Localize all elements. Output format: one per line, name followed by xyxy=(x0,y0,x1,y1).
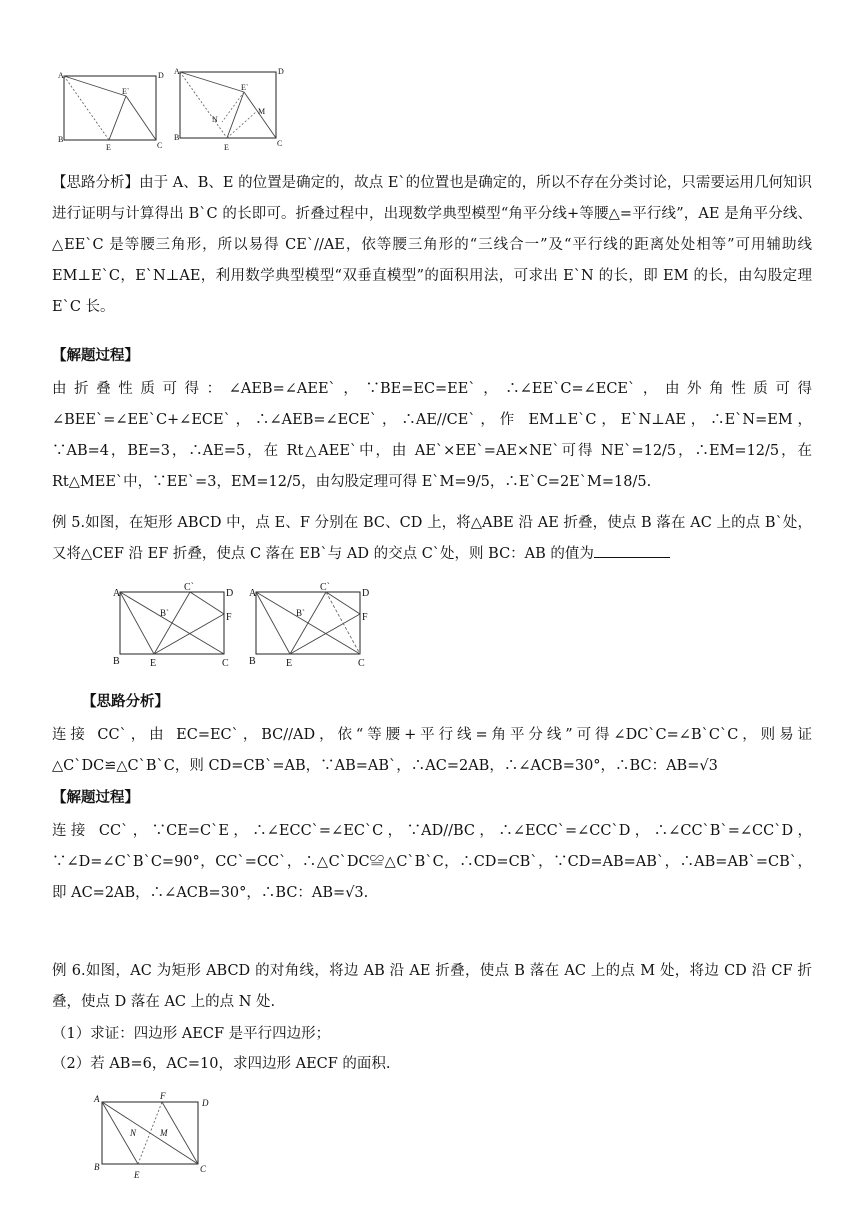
label-d: D xyxy=(278,67,284,76)
label-e-prime: E` xyxy=(241,83,249,92)
label-f: F xyxy=(226,612,232,623)
label-a: A xyxy=(113,588,121,599)
label-n: N xyxy=(212,115,218,124)
label-b: B xyxy=(249,656,256,667)
label-c: C xyxy=(222,658,229,669)
ex4-solution: 由折叠性质可得：∠AEB=∠AEE`，∵BE=EC=EE`，∴∠EE`C=∠ECE`，由外角性质可得∠BEE`=∠EE`C+∠ECE`，∴∠AEB=∠ECE`，∴AE//CE`，作 EM⊥E`C，E`N⊥AE，∴E`N=EM，∵AB=4，BE=3，∴AE=5，在 Rt△AEE`中，由 AE`×EE`=AE×NE`可得 NE`=12/5，∴EM=12/5，在 Rt△MEE`中，∵EE`=3，EM=12/5，由勾股定理可得 E`M=9/5，∴E`C=2E`M=18/5. xyxy=(52,381,812,490)
label-c: C xyxy=(157,141,163,150)
ex6-question: 例 6.如图，AC 为矩形 ABCD 的对角线，将边 AB 沿 AE 折叠，使点 B 落在 AC 上的点 M 处，将边 CD 沿 CF 折叠，使点 D 落在 AC 上的点 N 处. xyxy=(52,963,812,1010)
ex6-part-1: （1）求证：四边形 AECF 是平行四边形； xyxy=(52,1026,331,1042)
label-m: M xyxy=(160,1128,168,1138)
label-c: C xyxy=(358,658,365,669)
label-m: M xyxy=(258,107,266,116)
label-b: B xyxy=(174,133,180,142)
label-c: C xyxy=(277,139,283,148)
label-b-prime: B` xyxy=(160,608,169,618)
label-d: D xyxy=(158,71,164,80)
label-a: A xyxy=(249,588,257,599)
label-b: B xyxy=(94,1162,100,1172)
ex5-question-text: 例 5.如图，在矩形 ABCD 中，点 E、F 分别在 BC、CD 上，将△ABE 沿 AE 折叠，使点 B 落在 AC 上的点 B`处，又将△CEF 沿 EF 折叠，使点 C 落在 EB`与 AD 的交点 C`处，则 BC：AB 的值为 xyxy=(52,515,812,562)
ex5-figure-left xyxy=(110,580,240,672)
label-e: E xyxy=(286,658,293,669)
label-d: D xyxy=(226,588,234,599)
label-a: A xyxy=(58,71,64,80)
ex5-solution: 连接 CC`，∵CE=C`E，∴∠ECC`=∠EC`C，∵AD//BC，∴∠ECC`=∠CC`D，∴∠CC`B`=∠CC`D，∵∠D=∠C`B`C=90°，CC`=CC`，∴△C`DC≌△C`B`C，∴CD=CB`，∵CD=AB=AB`，∴AB=AB`=CB`，即 AC=2AB，∴∠ACB=30°，∴BC：AB=√3. xyxy=(52,823,812,901)
ex4-solution-heading: 【解题过程】 xyxy=(52,347,139,364)
label-b-prime: B` xyxy=(296,608,305,618)
ex4-figure-left xyxy=(56,66,168,152)
label-f: F xyxy=(362,612,368,623)
label-e: E xyxy=(106,143,111,152)
ex6-part-2: （2）若 AB=6，AC=10，求四边形 AECF 的面积. xyxy=(52,1056,391,1072)
label-e-prime: E` xyxy=(122,87,130,96)
label-c-prime: C` xyxy=(184,582,194,593)
label-d: D xyxy=(202,1098,209,1108)
ex4-figure-right xyxy=(172,62,292,154)
label-c: C xyxy=(200,1164,207,1174)
label-a: A xyxy=(174,67,180,76)
label-d: D xyxy=(362,588,370,599)
ex4-analysis: 【思路分析】由于 A、B、E 的位置是确定的，故点 E`的位置也是确定的，所以不存在分类讨论，只需要运用几何知识进行证明与计算得出 B`C 的长即可。折叠过程中，出现数学典型模型“角平分线+等腰△=平行线”，AE 是角平分线、△EE`C 是等腰三角形，所以易得 CE`//AE，依等腰三角形的“三线合一”及“平行线的距离处处相等”可用辅助线 EM⊥E`C，E`N⊥AE，利用数学典型模型“双垂直模型”的面积用法，可求出 E`N 的长，即 EM 的长，由勾股定理 E`C 长。 xyxy=(52,175,812,315)
label-a: A xyxy=(94,1094,100,1104)
label-e: E xyxy=(224,143,229,152)
ex6-figure xyxy=(90,1090,222,1186)
label-b: B xyxy=(58,135,64,144)
label-n: N xyxy=(130,1128,137,1138)
ex5-question xyxy=(52,508,812,570)
label-e: E xyxy=(134,1170,140,1180)
label-f: F xyxy=(160,1091,166,1101)
label-c-prime: C` xyxy=(320,582,330,593)
ex5-figure-right xyxy=(246,580,376,672)
label-e: E xyxy=(150,658,157,669)
ex5-solution-heading: 【解题过程】 xyxy=(52,789,139,806)
ex5-analysis: 连接 CC`，由 EC=EC`，BC//AD，依“等腰+平行线=角平分线”可得∠DC`C=∠B`C`C，则易证△C`DC≌△C`B`C，则 CD=CB`=AB，∵AB=AB`，∴AC=2AB，∴∠ACB=30°，∴BC：AB=√3 xyxy=(52,727,812,774)
ex5-analysis-heading: 【思路分析】 xyxy=(82,693,169,710)
label-b: B xyxy=(113,656,120,667)
answer-blank xyxy=(594,543,670,558)
